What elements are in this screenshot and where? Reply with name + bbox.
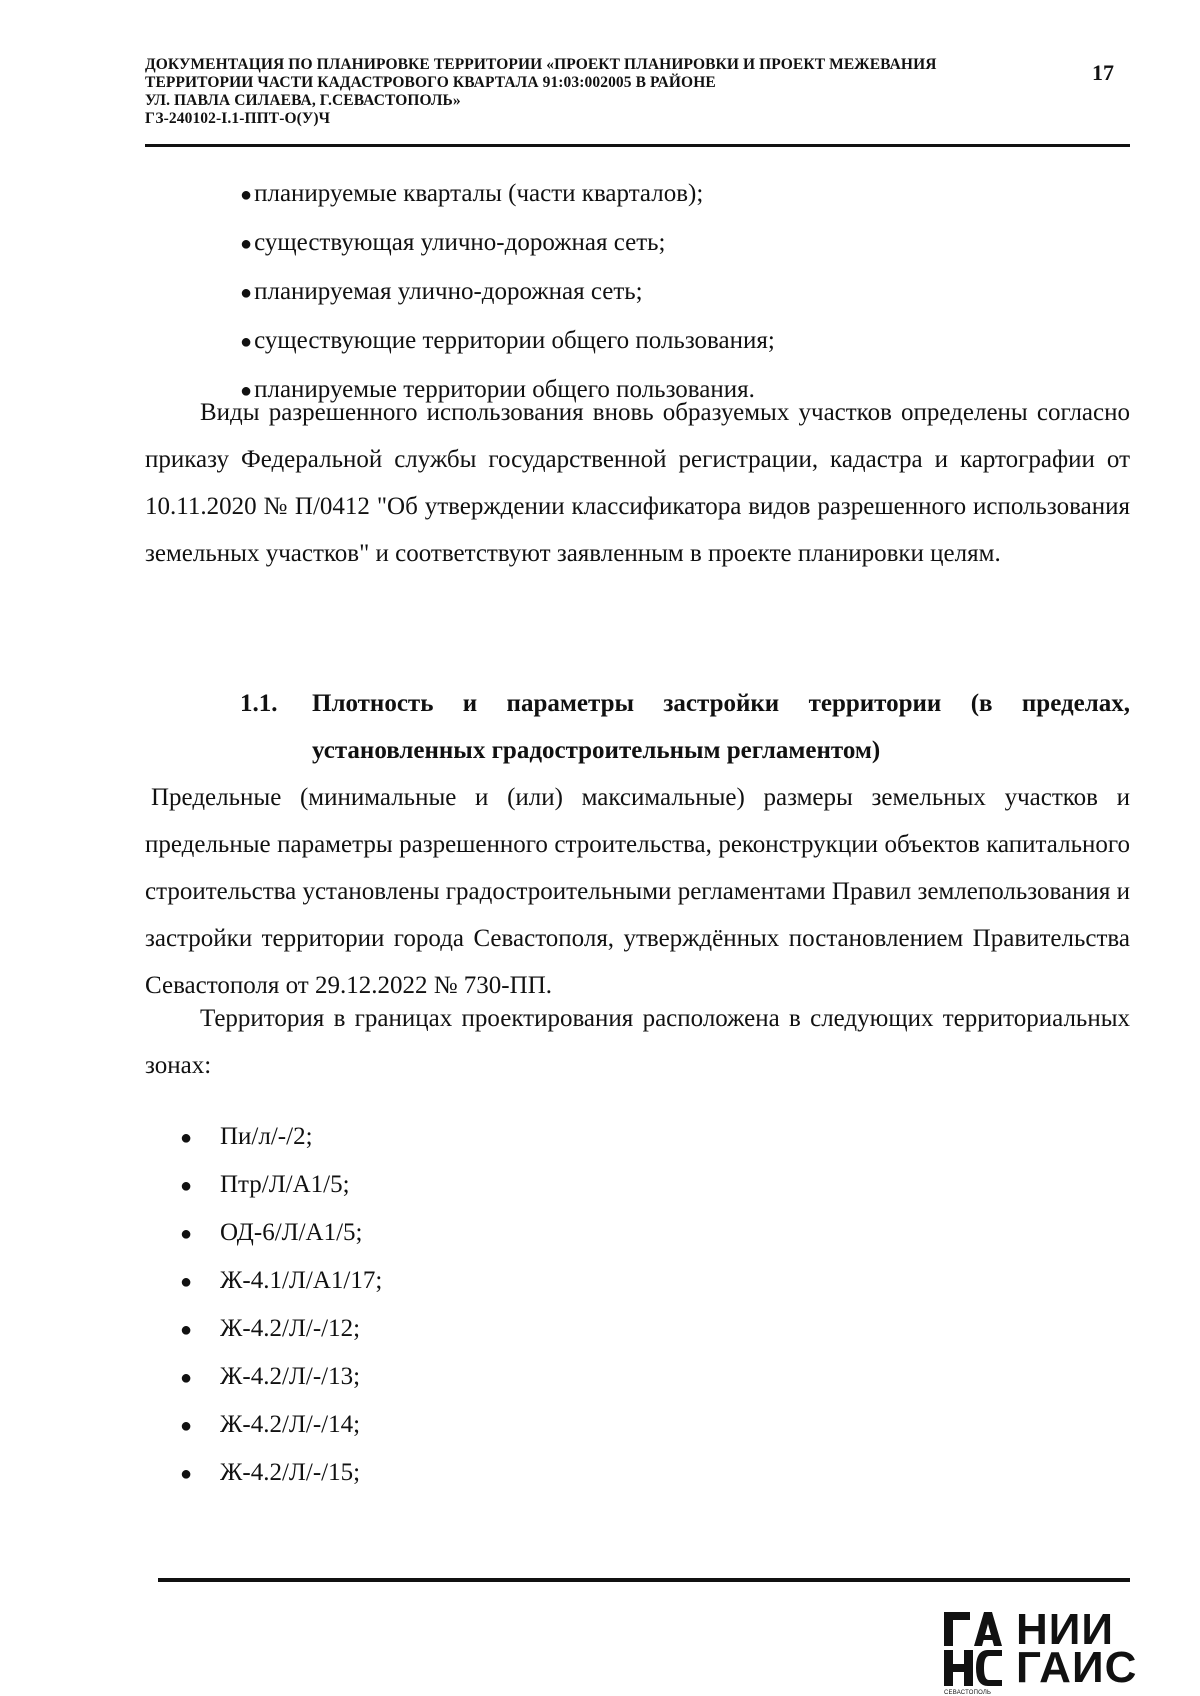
bullet-icon: ● [180, 1367, 193, 1389]
header-line: ДОКУМЕНТАЦИЯ ПО ПЛАНИРОВКЕ ТЕРРИТОРИИ «ПРОЕКТ ПЛАНИРОВКИ И ПРОЕКТ МЕЖЕВАНИЯ [145, 56, 937, 73]
bullet-icon: ● [180, 1223, 193, 1245]
bullet-icon: ● [180, 1175, 193, 1197]
footer-divider [158, 1578, 1130, 1582]
list-item: ● ОД-6/Л/А1/5; [180, 1216, 382, 1264]
territorial-zones-list [180, 1120, 382, 1504]
bullet-icon: ● [180, 1415, 193, 1437]
section-title: Плотность и параметры застройки территории (в пределах, установленных градостроительным регламентом) [312, 690, 1130, 764]
document-header [145, 56, 1045, 128]
header-line: УЛ. ПАВЛА СИЛАЕВА, Г.СЕВАСТОПОЛЬ» [145, 92, 461, 109]
bullet-icon: ● [240, 184, 253, 206]
logo-text-line1: НИИ [1016, 1605, 1115, 1654]
list-item: ● Ж-4.1/Л/А1/17; [180, 1264, 382, 1312]
logo-city: СЕВАСТОПОЛЬ [944, 1690, 992, 1696]
paragraph-use-types: Виды разрешенного использования вновь образуемых участков определены согласно приказу Федеральной службы государственной регистрации, кадастра и картографии от 10.11.2020 № П/0412 "Об утверждении классификатора видов разрешенного использования земельных участков" и соответствуют заявленным в проекте планировки целям. [145, 399, 1130, 567]
document-code: ГЗ-240102-I.1-ППТ-О(У)Ч [145, 110, 331, 127]
bullet-icon: ● [240, 282, 253, 304]
page-number: 17 [1092, 60, 1114, 85]
header-line: ТЕРРИТОРИИ ЧАСТИ КАДАСТРОВОГО КВАРТАЛА 91:03:002005 В РАЙОНЕ [145, 74, 716, 91]
header-divider [145, 144, 1130, 147]
paragraph-territory: Территория в границах проектирования расположена в следующих территориальных зонах: [145, 1005, 1130, 1079]
logo-text-line2: ГАИС [1016, 1643, 1138, 1692]
planned-elements-list [240, 178, 775, 423]
company-logo [944, 1605, 1138, 1696]
list-item: ● Ж-4.2/Л/-/12; [180, 1312, 382, 1360]
bullet-icon: ● [180, 1127, 193, 1149]
list-item: ● Ж-4.2/Л/-/15; [180, 1456, 382, 1504]
section-number: 1.1. [240, 690, 278, 717]
list-item: ●планируемые кварталы (части кварталов); [240, 180, 704, 207]
bullet-icon: ● [180, 1319, 193, 1341]
list-item: ● Ж-4.2/Л/-/14; [180, 1408, 382, 1456]
bullet-icon: ● [240, 233, 253, 255]
bullet-icon: ● [180, 1463, 193, 1485]
list-item: ●существующая улично-дорожная сеть; [240, 229, 666, 256]
list-item: ●планируемые территории общего пользования. [240, 376, 755, 403]
bullet-icon: ● [240, 380, 253, 402]
bullet-icon: ● [180, 1271, 193, 1293]
list-item: ●планируемая улично-дорожная сеть; [240, 278, 643, 305]
section-heading [240, 680, 1130, 774]
paragraph-limits: Предельные (минимальные и (или) максимальные) размеры земельных участков и предельные параметры разрешенного строительства, реконструкции объектов капитального строительства установлены градостроительными регламентами Правил землепользования и застройки территории города Севастополя, утверждённых постановлением Правительства Севастополя от 29.12.2022 № 730-ПП. [145, 784, 1130, 999]
logo-mark-icon [944, 1610, 1008, 1690]
list-item: ● Ж-4.2/Л/-/13; [180, 1360, 382, 1408]
list-item: ●существующие территории общего пользования; [240, 327, 775, 354]
list-item: ● Пи/л/-/2; [180, 1120, 382, 1168]
list-item: ● Птр/Л/А1/5; [180, 1168, 382, 1216]
bullet-icon: ● [240, 331, 253, 353]
